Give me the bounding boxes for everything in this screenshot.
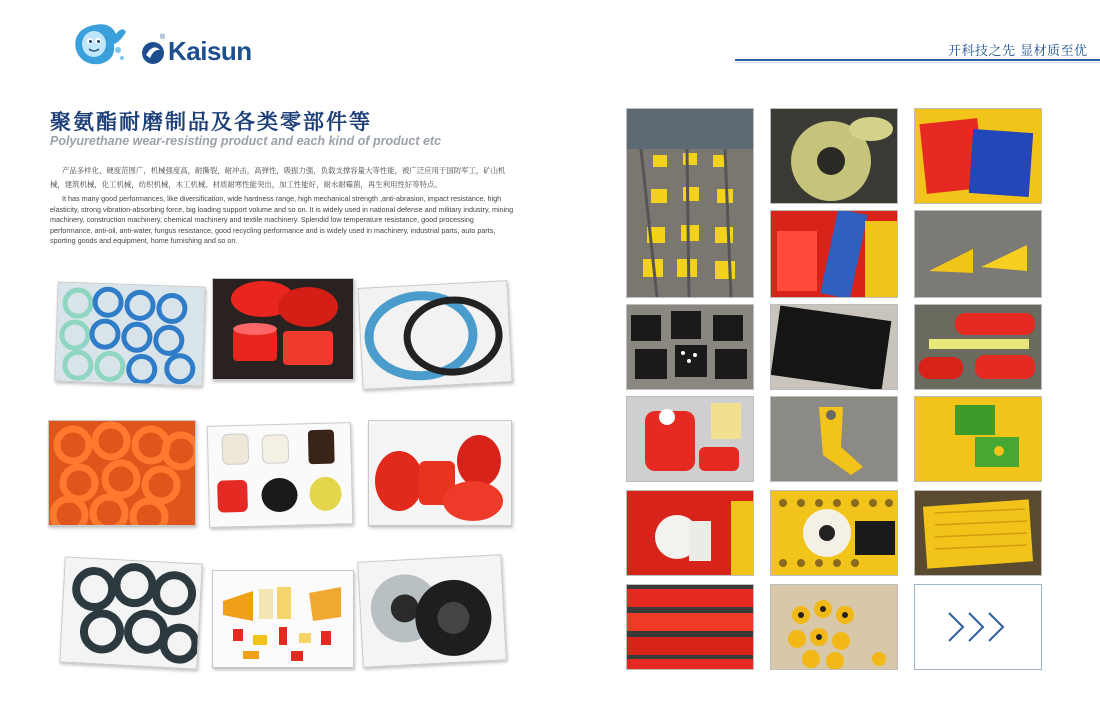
grid-photo-yellow-bracket [770,396,898,482]
page-title-en: Polyurethane wear-resisting product and each kind of product etc [50,134,442,148]
description-cn: 产品多样化，硬度范围广，机械强度高，耐撕裂，耐冲击，高弹性，吸振力强，负载支撑容量大等性能，被广泛应用于国防军工，矿山机械，建筑机械，化工机械，纺织机械，木工机械。材质耐寒性能突出，加工性能好，耐水耐霉菌，再生利用性好等特点。 [50,166,506,189]
next-page-arrows[interactable] [914,584,1042,670]
next-arrows-icon [915,585,1041,669]
photo-blue-green-o-rings [54,281,205,386]
grid-photo-black-blocks [626,304,754,390]
grid-photo-red-blue-scrapers [770,210,898,298]
grid-photo-yellow-screen-panel [914,490,1042,576]
photo-blue-black-seal-rings [357,280,512,390]
header-slogan: 开科技之先 显材质至优 [948,44,1088,59]
grid-photo-red-blue-screen-panels [914,108,1042,204]
photo-assorted-bushings [207,422,354,528]
grid-photo-yellow-parts-in-box [770,584,898,670]
page-title-cn: 聚氨酯耐磨制品及各类零部件等 [50,109,372,134]
registered-mark: ® [160,34,166,41]
description-en: It has many good performances, like diversification, wide hardness range, high mechanical strength ,anti-abrasion, impact resistance, high elasticity, strong vibration-absorbing force, big loading support volume and so on. It is widely used in national defense and military industry, mining machinery, construction machinery, chemical machinery and textile machinery. Splendid low temperature resistance, good processing performance, anti-oil, anti-water, fungus resistance, good recycling performance and is widely used in machinery, industrial parts, auto parts, sporting goods and equipment, home furnishing and so on. [50,194,514,245]
photo-orange-rings [48,420,196,526]
grid-photo-red-rollers [914,304,1042,390]
kaisun-emblem-icon [140,40,166,66]
grid-photo-white-disc-on-screen [770,490,898,576]
photo-grey-black-wheels [357,554,506,667]
photo-yellow-cones-and-parts [212,570,354,668]
brand-logo-text: Kaisun [168,36,252,66]
photo-red-caps [212,278,354,380]
grid-photo-white-gears-on-red [626,490,754,576]
grid-photo-yellow-rollers-on-shafts [626,108,754,298]
grid-photo-green-yellow-blocks [914,396,1042,482]
grid-photo-green-wheel [770,108,898,204]
grid-photo-red-housing [626,396,754,482]
mascot-logo-icon [70,20,128,68]
grid-photo-black-sheets [770,304,898,390]
header-divider-light [735,62,1100,63]
grid-photo-red-comb-strips [626,584,754,670]
photo-red-wheels [368,420,512,526]
header-divider [735,59,1100,61]
grid-photo-yellow-wedges [914,210,1042,298]
photo-black-seals [59,556,202,669]
